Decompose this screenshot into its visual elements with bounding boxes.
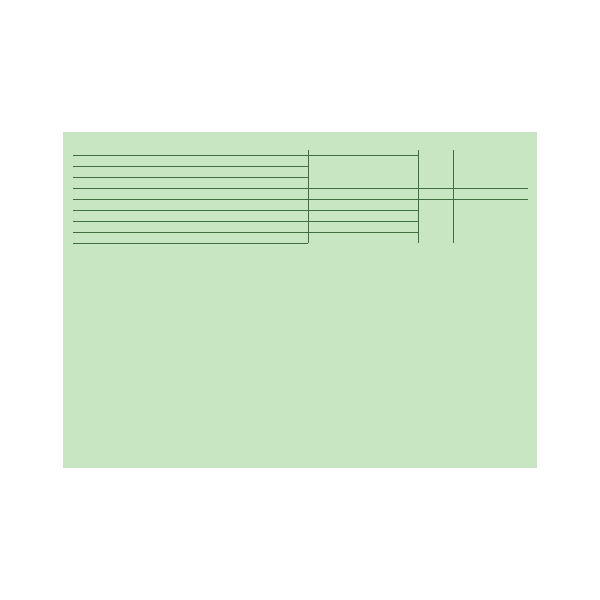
vacation-card xyxy=(63,132,537,468)
